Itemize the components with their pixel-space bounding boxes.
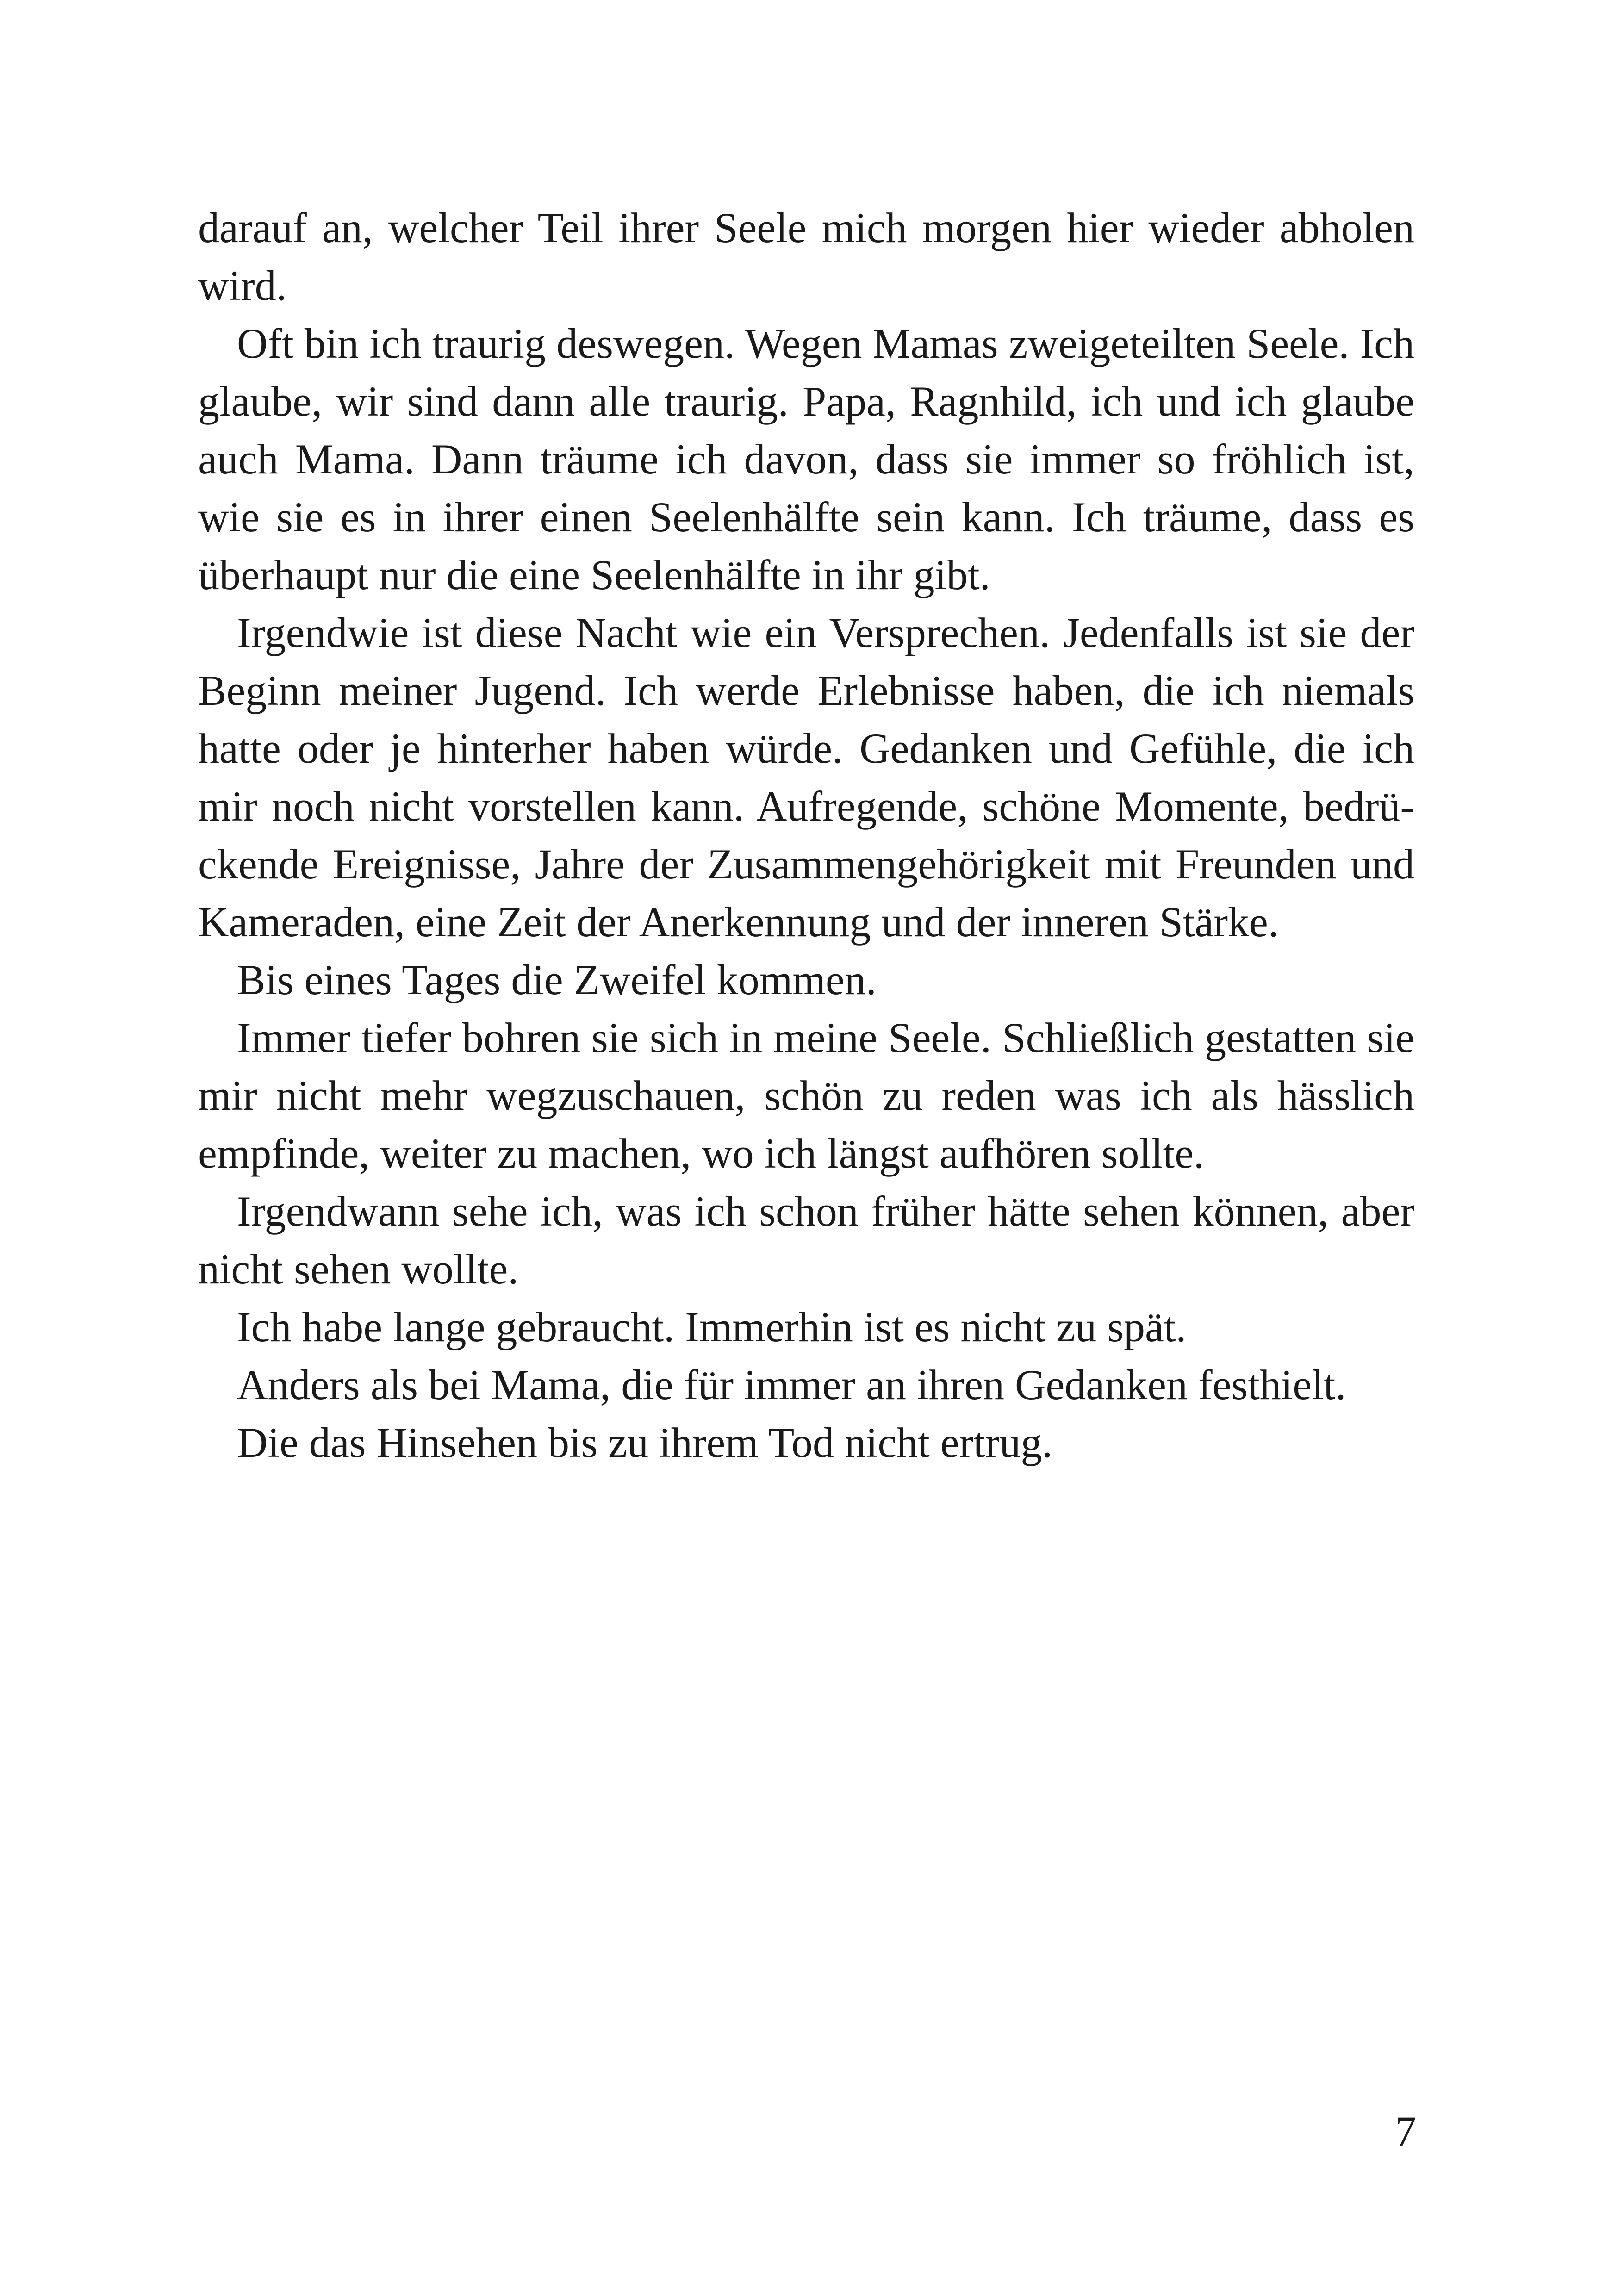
- body-text: [198, 199, 1414, 1472]
- paragraph-8: Anders als bei Mama, die für immer an ihren Gedanken festhielt.: [237, 1361, 1346, 1408]
- paragraph-9: Die das Hinsehen bis zu ihrem Tod nicht ertrug.: [237, 1419, 1053, 1466]
- page-number: 7: [1395, 2108, 1416, 2155]
- paragraph-5: Immer tiefer bohren sie sich in meine Seele. Schließlich gestatten sie mir nicht mehr wegzuschauen, schön zu reden was ich als hässlich empfinde, weiter zu machen, wo ich längst aufhören sollte.: [198, 1014, 1414, 1177]
- paragraph-3: Irgendwie ist diese Nacht wie ein Versprechen. Jedenfalls ist sie der Beginn meiner Jugend. Ich werde Erlebnisse haben, die ich niemals hatte oder je hinterher haben würde. Gedanken und Gefühle, die ich mir noch nicht vorstellen kann. Aufregende, schöne Momente, bedrückende Ereignisse, Jahre der Zusammengehörigkeit mit Freunden und Kameraden, eine Zeit der Anerkennung und der inneren Stärke.: [198, 609, 1414, 946]
- paragraph-2: Oft bin ich traurig deswegen. Wegen Mamas zweigeteilten Seele. Ich glaube, wir sind dann alle traurig. Papa, Ragnhild, ich und ich glaube auch Mama. Dann träume ich davon, dass sie immer so fröhlich ist, wie sie es in ihrer einen Seelenhälfte sein kann. Ich träume, dass es überhaupt nur die eine Seelenhälfte in ihr gibt.: [198, 320, 1414, 598]
- paragraph-7: Ich habe lange gebraucht. Immerhin ist es nicht zu spät.: [237, 1303, 1187, 1350]
- paragraph-4: Bis eines Tages die Zweifel kommen.: [237, 956, 877, 1003]
- paragraph-6: Irgendwann sehe ich, was ich schon früher hätte sehen können, aber nicht sehen wollte.: [198, 1188, 1414, 1293]
- paragraph-1: darauf an, welcher Teil ihrer Seele mich morgen hier wieder abholen wird.: [198, 204, 1414, 309]
